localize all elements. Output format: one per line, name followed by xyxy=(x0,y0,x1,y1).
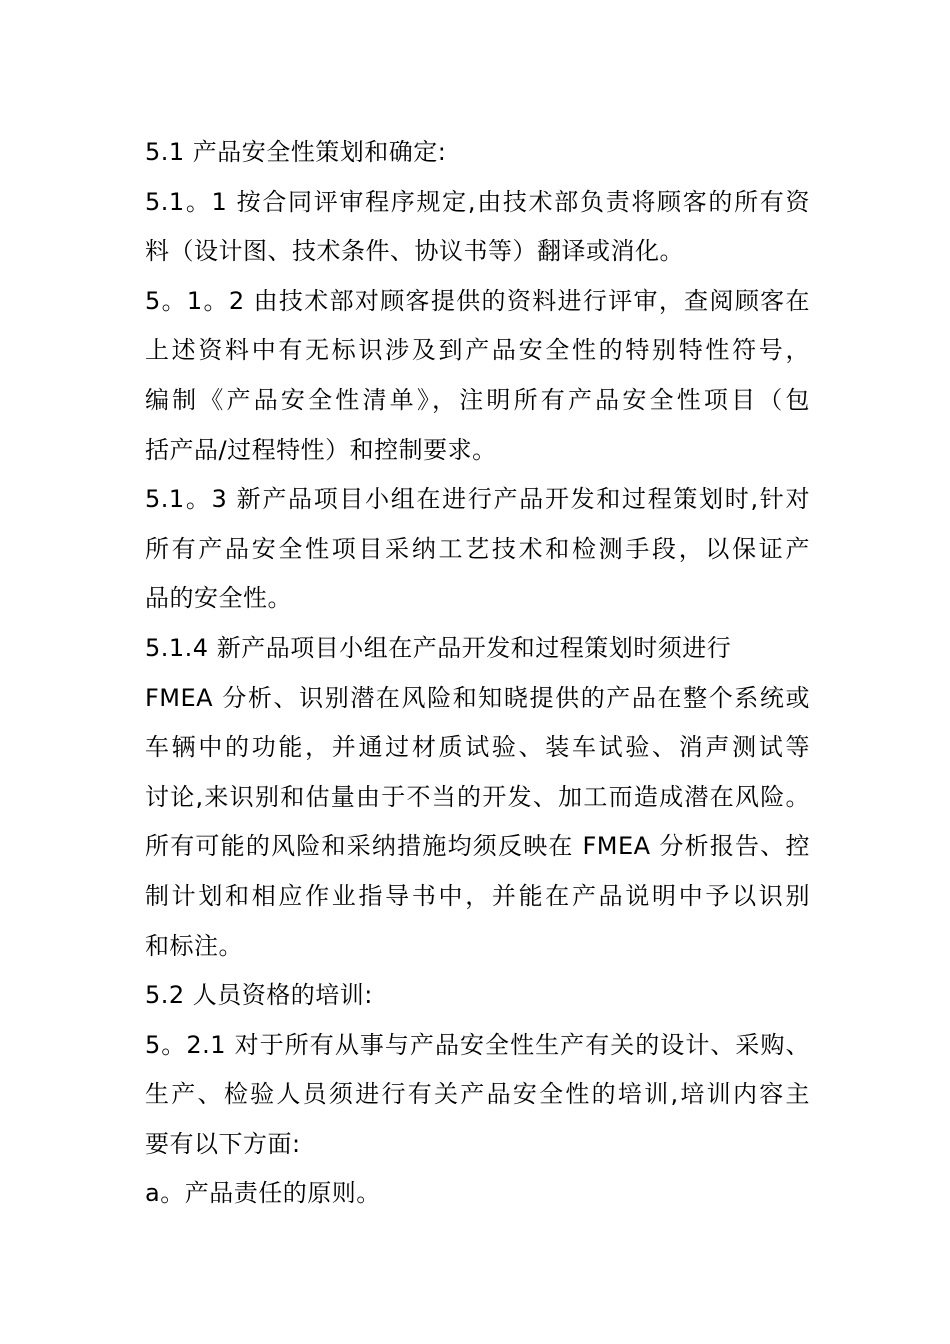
paragraph-line: 5。1。2 由技术部对顾客提供的资料进行评审，查阅顾客在 xyxy=(145,286,810,315)
paragraph-line: 5.1.4 新产品项目小组在产品开发和过程策划时须进行 xyxy=(145,633,732,662)
paragraph-line: 料（设计图、技术条件、协议书等）翻译或消化。 xyxy=(145,237,684,266)
list-item-a: a。产品责任的原则。 xyxy=(145,1179,381,1208)
paragraph-line: 所有可能的风险和采纳措施均须反映在 FMEA 分析报告、控 xyxy=(145,832,810,861)
section-heading-5-2: 5.2 人员资格的培训: xyxy=(145,981,373,1010)
section-heading-5-1: 5.1 产品安全性策划和确定: xyxy=(145,138,447,166)
paragraph-line: 所有产品安全性项目采纳工艺技术和检测手段，以保证产 xyxy=(145,534,810,563)
paragraph-line: FMEA 分析、识别潜在风险和知晓提供的产品在整个系统或 xyxy=(145,683,810,712)
paragraph-line: 括产品/过程特性）和控制要求。 xyxy=(145,435,497,464)
paragraph-line: 讨论,来识别和估量由于不当的开发、加工而造成潜在风险。 xyxy=(145,782,810,811)
paragraph-line: 编制《产品安全性清单》，注明所有产品安全性项目（包 xyxy=(145,385,810,414)
paragraph-line: 要有以下方面: xyxy=(145,1129,301,1158)
paragraph-line: 5.1。1 按合同评审程序规定,由技术部负责将顾客的所有资 xyxy=(145,187,810,216)
paragraph-line: 上述资料中有无标识涉及到产品安全性的特别特性符号， xyxy=(145,336,810,365)
paragraph-line: 车辆中的功能，并通过材质试验、装车试验、消声测试等 xyxy=(145,733,810,762)
paragraph-line: 制计划和相应作业指导书中，并能在产品说明中予以识别 xyxy=(145,881,810,910)
paragraph-line: 5。2.1 对于所有从事与产品安全性生产有关的设计、采购、 xyxy=(145,1030,810,1059)
paragraph-line: 品的安全性。 xyxy=(145,584,292,613)
paragraph-line: 生产、检验人员须进行有关产品安全性的培训,培训内容主 xyxy=(145,1080,810,1109)
document-body xyxy=(145,128,810,1219)
paragraph-line: 和标注。 xyxy=(145,931,243,960)
paragraph-line: 5.1。3 新产品项目小组在进行产品开发和过程策划时,针对 xyxy=(145,485,810,514)
